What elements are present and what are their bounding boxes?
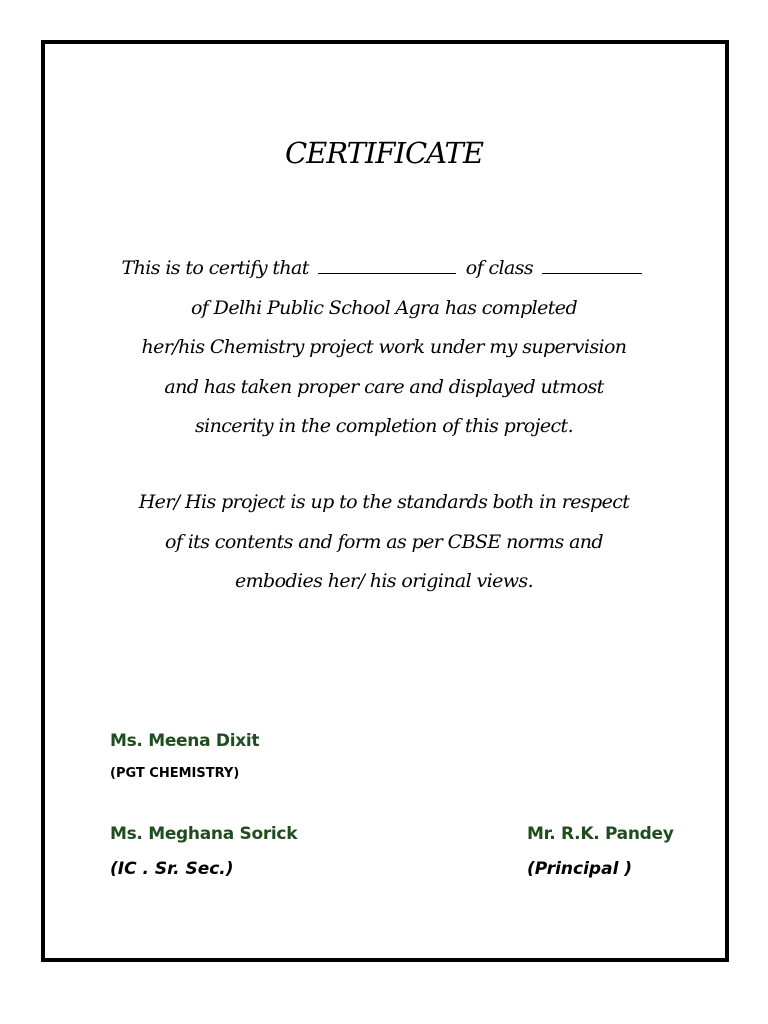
paragraph-line: and has taken proper care and displayed utmost xyxy=(164,375,604,398)
incharge-name: Ms. Meghana Sorick xyxy=(110,824,298,844)
paragraph-line: her/his Chemistry project work under my supervision xyxy=(141,336,627,358)
standards-paragraph xyxy=(0,483,768,602)
paragraph-line: Her/ His project is up to the standards both in respect xyxy=(138,491,630,513)
student-name-blank xyxy=(318,253,456,274)
principal-role: (Principal ) xyxy=(527,859,633,879)
certificate-title: CERTIFICATE xyxy=(284,136,484,170)
incharge-role: (IC . Sr. Sec.) xyxy=(110,859,234,879)
paragraph-line xyxy=(0,249,768,289)
paragraph-line: of its contents and form as per CBSE norms and xyxy=(164,530,603,553)
class-blank xyxy=(542,253,642,274)
paragraph-line: embodies her/ his original views. xyxy=(234,570,534,592)
paragraph-line: of Delhi Public School Agra has completed xyxy=(190,296,578,319)
teacher-name: Ms. Meena Dixit xyxy=(110,731,260,751)
certification-paragraph xyxy=(0,249,768,447)
teacher-role: (PGT CHEMISTRY) xyxy=(110,766,240,781)
paragraph-line: sincerity in the completion of this project. xyxy=(194,415,574,437)
principal-name: Mr. R.K. Pandey xyxy=(527,824,674,844)
certify-intro-text: This is to certify that xyxy=(121,257,309,279)
class-label-text: of class xyxy=(465,257,533,279)
